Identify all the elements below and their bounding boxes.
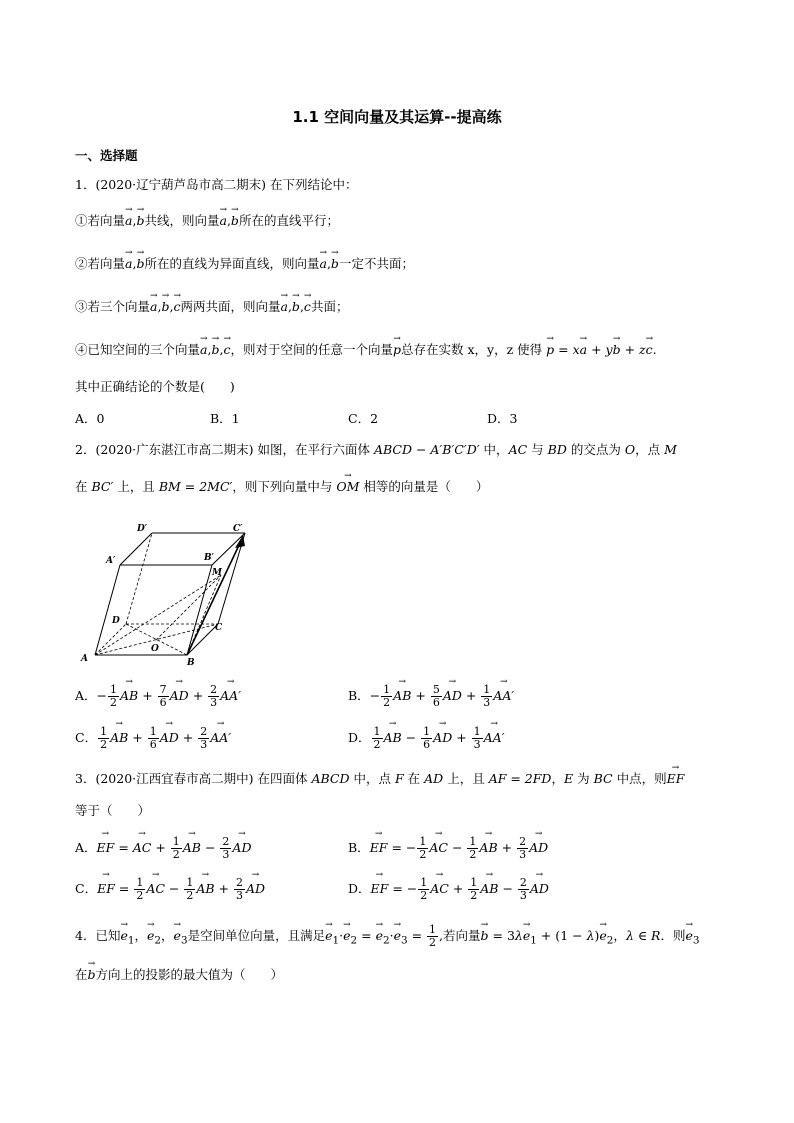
label-a: A: [81, 654, 88, 664]
label-a1: A′: [106, 556, 116, 566]
label-c1: C′: [233, 524, 243, 534]
q1-statement-2: ②若向量→ a,→ b所在的直线为异面直线，则向量→ a,→ b一定不共面；: [75, 255, 414, 273]
q1-option-d: D．3: [487, 411, 518, 426]
q3-option-d: D．→ EF = − $\frac{1}{2}$ → AC + $\frac{1}{2}$ → AB − $\frac{2}{3}$ → AD: [348, 877, 549, 902]
q3-stem-line2: 等于（ ）: [75, 803, 151, 818]
page-title: 1.1 空间向量及其运算--提高练: [292, 108, 502, 126]
q4-stem-line1: 4．已知→ $e_1$，→ $e_2$，→ $e_3$是空间单位向量，且满足→ $e_1\cdot\to e_2$ = → $e_2\cdot\to e_3$ = $\frac{1}{2}$ ,若向量→ $b = 3\lambda\to e_1 + (1 - \lambda)\to e_2$，λ ∈ R．则→ $e_3$: [75, 924, 700, 950]
q2-option-d: D． $\frac{1}{2}$ → AB − $\frac{1}{6}$ → AD + $\frac{1}{3}$ → AA′: [348, 726, 505, 751]
parallelepiped-figure: [75, 515, 265, 670]
q3-option-b: B．→ EF = − $\frac{1}{2}$ → AC − $\frac{1}{2}$ → AB + $\frac{2}{3}$ → AD: [348, 836, 548, 861]
q2-option-c: C． $\frac{1}{2}$ → AB + $\frac{1}{6}$ → AD + $\frac{2}{3}$ → AA′: [75, 726, 231, 751]
label-d1: D′: [137, 524, 148, 534]
q4-stem-line2: 在→ b方向上的投影的最大值为（ ）: [75, 966, 283, 984]
q1-statement-3: ③若三个向量→ a,→ b,→ c两两共面，则向量→ a,→ b,→ c共面；: [75, 298, 348, 316]
label-o: O: [151, 644, 159, 654]
q2-option-a: A．− $\frac{1}{2}$ → AB + $\frac{7}{6}$ → AD + $\frac{2}{3}$ → AA′: [75, 684, 241, 709]
q3-stem-line1: 3．(2020·江西宜春市高二期中) 在四面体 ABCD 中，点 F 在 AD 上，且 AF = 2FD，E 为 BC 中点，则→ EF: [75, 770, 684, 788]
q3-option-a: A．→ EF = → AC + $\frac{1}{2}$ → AB − $\frac{2}{3}$ → AD: [75, 836, 251, 861]
label-d: D: [112, 616, 120, 626]
label-b: B: [187, 658, 195, 668]
q1-option-b: B．1: [210, 411, 240, 426]
q1-question: 其中正确结论的个数是( ): [75, 379, 235, 394]
label-m: M: [212, 568, 222, 578]
q1-statement-1: ①若向量→ a,→ b共线，则向量→ a,→ b所在的直线平行；: [75, 212, 339, 230]
q3-option-c: C．→ EF = $\frac{1}{2}$ → AC − $\frac{1}{2}$ → AB + $\frac{2}{3}$ → AD: [75, 877, 265, 902]
q1-option-a: A．0: [75, 411, 105, 426]
q1-statement-4: ④已知空间的三个向量→ a,→ b,→ c，则对于空间的任意一个向量→ p总存在实数 x，y，z 使得 → p = x→ a + y→ b + z→ c.: [75, 341, 657, 359]
label-c: C: [215, 623, 223, 633]
q1-stem: 1．(2020·辽宁葫芦岛市高二期末) 在下列结论中：: [75, 177, 358, 192]
q2-option-b: B．− $\frac{1}{2}$ → AB + $\frac{5}{6}$ → AD + $\frac{1}{3}$ → AA′: [348, 684, 514, 709]
section-heading: 一、选择题: [75, 148, 138, 163]
q2-stem-line1: 2．(2020·广东湛江市高二期末) 如图，在平行六面体 ABCD − A′B′C′D′ 中，AC 与 BD 的交点为 O，点 M: [75, 442, 677, 457]
q1-option-c: C．2: [348, 411, 379, 426]
q2-stem-line2: 在 BC′ 上，且 BM = 2MC′，则下列向量中与 → OM 相等的向量是（ ）: [75, 478, 488, 496]
label-b1: B′: [204, 553, 214, 563]
